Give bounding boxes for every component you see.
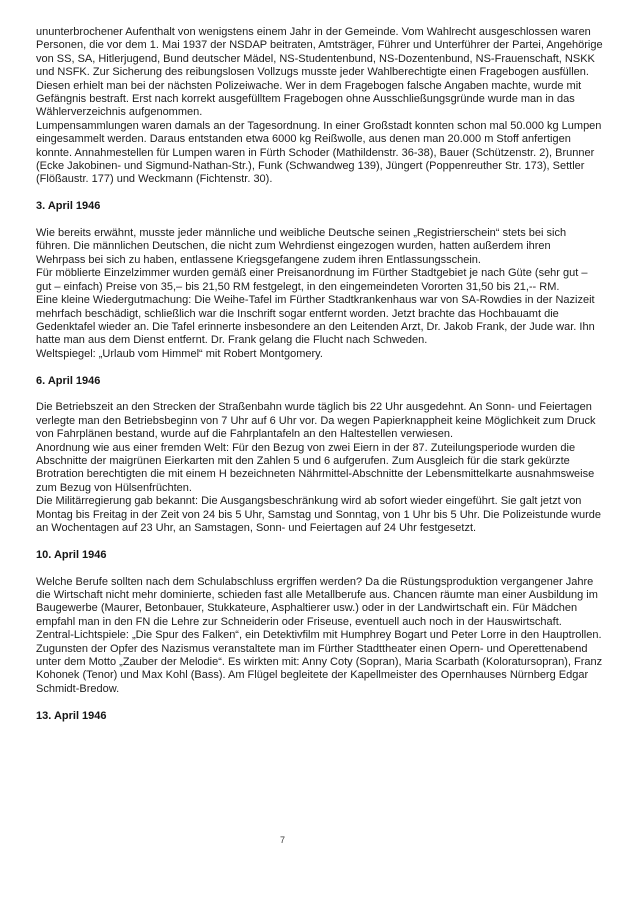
paragraph: Die Betriebszeit an den Strecken der Straßenbahn wurde täglich bis 22 Uhr ausgedehnt. An Sonn- und Feiertagen verlegte man den Betriebsbeginn von 7 Uhr auf 6 Uhr vor. Da wegen Papierknappheit keine Möglichkeit zum Druck von Fahrplänen bestand, wurde auf die Fahrplantafeln an den Haltestellen verwiesen. bbox=[36, 401, 596, 441]
paragraph: Die Militärregierung gab bekannt: Die Ausgangsbeschränkung wird ab sofort wieder eingeführt. Sie galt jetzt von Montag bis Freitag in der Zeit von 24 bis 5 Uhr, Samstag und Sonntag, von 1 Uhr bis 5 Uhr. Die Polizeistunde wurde an Wochentagen auf 23 Uhr, an Samstagen, Sonn- und Feiertagen auf 24 Uhr festgesetzt. bbox=[36, 495, 601, 534]
paragraph: Zugunsten der Opfer des Nazismus veranstaltete man im Fürther Stadttheater einen Opern- und Operettenabend unter dem Motto „Zauber der Melodie“. Es wirkten mit: Anny Coty (Sopran), Maria Scarbath (Koloratursopran), Franz Kohonek (Tenor) und Max Kohl (Bass). Am Flügel begleitete der Kapellmeister des Opernhauses Nürnberg Edgar Schmidt-Bredow. bbox=[36, 642, 603, 695]
paragraph: Für möblierte Einzelzimmer wurden gemäß einer Preisanordnung im Fürther Stadtgebiet je nach Güte (sehr gut – gut – einfach) Preise von 35,– bis 21,50 RM festgelegt, in den eingemeindeten Vororten 31,50 bis 21,-- RM. bbox=[36, 267, 588, 293]
paragraph: Lumpensammlungen waren damals an der Tagesordnung. In einer Großstadt konnten schon mal 50.000 kg Lumpen eingesammelt werden. Daraus entstanden etwa 6000 kg Reißwolle, aus denen man 20.000 m Stoff anfertigen konnte. Annahmestellen für Lumpen waren in Fürth Schoder (Mathildenstr. 36-38), Bauer (Schützenstr. 2), Brunner (Ecke Jakobinen- und Sigmund-Nathan-Str.), Funk (Schwandweg 139), Jüngert (Poppenreuther Str. 173), Settler (Flößaustr. 177) und Weckmann (Fichtenstr. 30). bbox=[36, 119, 602, 186]
page-footer bbox=[0, 834, 636, 848]
paragraph: Weltspiegel: „Urlaub vom Himmel“ mit Robert Montgomery. bbox=[36, 347, 323, 360]
date-heading: 13. April 1946 bbox=[36, 709, 107, 722]
paragraph: Wie bereits erwähnt, musste jeder männliche und weibliche Deutsche seinen „Registrierschein“ stets bei sich führen. Die männlichen Deutschen, die nicht zum Wehrdienst eingezogen wurden, hatten außerdem ihren Wehrpass bei sich zu haben, entlassene Kriegsgefangene zudem ihren Entlassungsschein. bbox=[36, 227, 567, 266]
date-heading: 10. April 1946 bbox=[36, 548, 107, 561]
date-heading: 6. April 1946 bbox=[36, 374, 101, 387]
paragraph: Welche Berufe sollten nach dem Schulabschluss ergriffen werden? Da die Rüstungsproduktion vergangener Jahre die Wirtschaft nicht mehr dominierte, schieden fast alle Metallberufe aus. Chancen räumte man einer Ausbildung im Baugewerbe (Maurer, Betonbauer, Stukkateure, Asphaltierer usw.) oder in der Landwirtschaft ein. Für Mädchen empfahl man in den FN die Lehre zur Schneiderin oder Friseuse, eventuell auch noch in der Hauswirtschaft. bbox=[36, 575, 598, 628]
paragraph: Eine kleine Wiedergutmachung: Die Weihe-Tafel im Fürther Stadtkrankenhaus war von SA-Rowdies in der Nazizeit mehrfach beschädigt, schließlich war die Inschrift sogar entfernt worden. Jetzt brachte das Hochbauamt die Gedenktafel wieder an. Die Tafel erinnerte insbesondere an den Leitenden Arzt, Dr. Jakob Frank, der Jude war. Ihn hatte man aus dem Dienst entfernt. Dr. Frank gelang die Flucht nach Schweden. bbox=[36, 294, 595, 347]
page-number: 7 bbox=[280, 835, 286, 845]
document-body bbox=[36, 26, 603, 736]
date-heading: 3. April 1946 bbox=[36, 200, 101, 213]
paragraph: ununterbrochener Aufenthalt von wenigstens einem Jahr in der Gemeinde. Vom Wahlrecht ausgeschlossen waren Personen, die vor dem 1. Mai 1937 der NSDAP beitraten, Amtsträger, Führer und Unterführer der Partei, Angehörige von SS, SA, Hitlerjugend, Bund deutscher Mädel, NS-Studentenbund, NS-Dozentenbund, NS-Frauenschaft, NSKK und NSFK. Zur Sicherung des reibungslosen Vollzugs musste jeder Wahlberechtigte einen Fragebogen ausfüllen. Diesen erhielt man bei der nächsten Polizeiwache. Wer in dem Fragebogen falsche Angaben machte, wurde mit Gefängnis bestraft. Erst nach korrekt ausgefülltem Fragebogen ohne Ausschließungsgründe wurde man in das Wählerverzeichnis aufgenommen. bbox=[36, 26, 603, 119]
paragraph: Anordnung wie aus einer fremden Welt: Für den Bezug von zwei Eiern in der 87. Zuteilungsperiode wurden die Abschnitte der maigrünen Eierkarten mit den Zahlen 5 und 6 aufgerufen. Zum Ausgleich für die stark gekürzte Brotration berechtigten die mit einem H bezeichneten Nährmittel-Abschnitte der Lebensmittelkarte ausnahmsweise zum Bezug von Hülsenfrüchten. bbox=[36, 441, 595, 494]
paragraph: Zentral-Lichtspiele: „Die Spur des Falken“, ein Detektivfilm mit Humphrey Bogart und Peter Lorre in den Hauptrollen. bbox=[36, 629, 602, 642]
